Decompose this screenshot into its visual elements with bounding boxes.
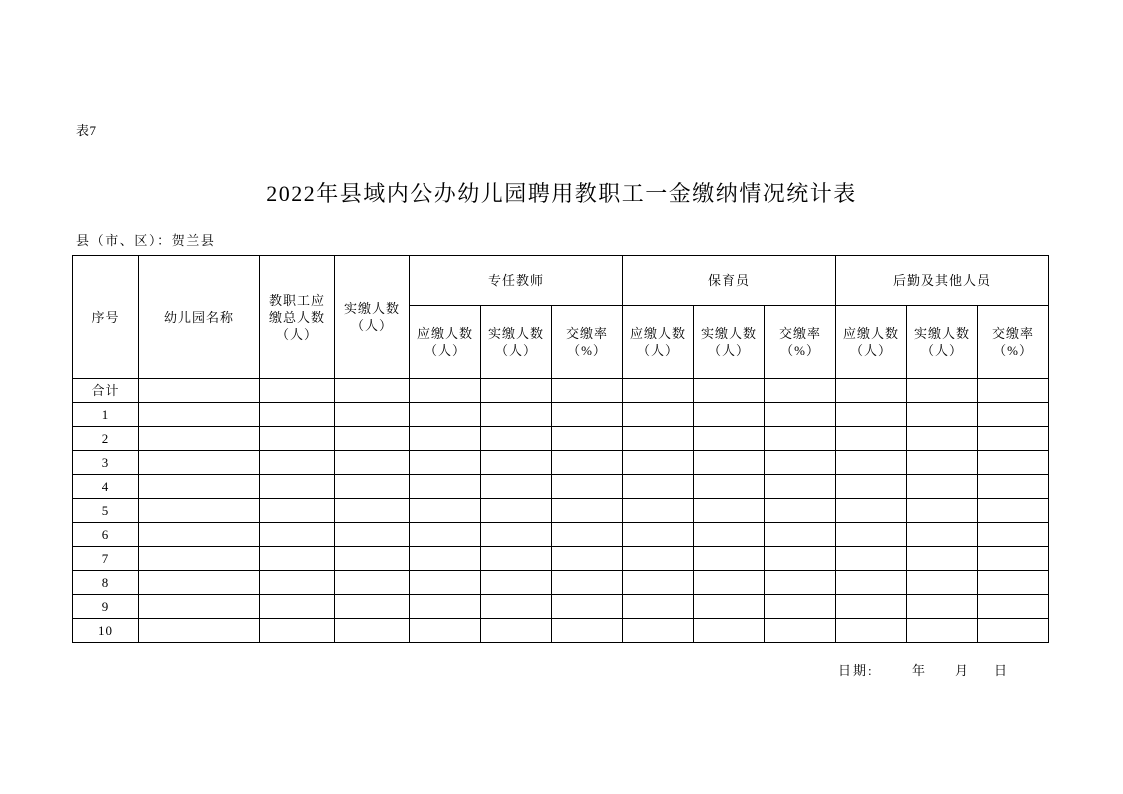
cell-support-rate <box>978 379 1049 403</box>
cell-teachers-due <box>410 475 481 499</box>
header-teachers-due-label: 应缴人数（人） <box>416 326 473 358</box>
row-seq: 10 <box>73 619 139 643</box>
cell-staff-due-total <box>260 499 335 523</box>
header-caregivers-rate-label: 交缴率（%） <box>779 326 822 358</box>
statistics-table <box>72 255 1049 643</box>
region-line <box>76 233 216 249</box>
row-seq: 7 <box>73 547 139 571</box>
table-header <box>73 256 1049 379</box>
cell-teachers-due <box>410 379 481 403</box>
header-seq: 序号 <box>73 256 139 379</box>
row-seq: 6 <box>73 523 139 547</box>
cell-staff-due-total <box>260 475 335 499</box>
header-staff-due-total-label: 教职工应缴总人数（人） <box>268 292 325 342</box>
cell-caregivers-paid <box>694 427 765 451</box>
cell-teachers-due <box>410 571 481 595</box>
header-teachers-rate <box>552 306 623 379</box>
header-row-groups <box>73 256 1049 306</box>
header-group-support-staff: 后勤及其他人员 <box>836 256 1049 306</box>
cell-caregivers-due <box>623 619 694 643</box>
header-caregivers-paid-label: 实缴人数（人） <box>701 326 758 358</box>
region-value: 贺兰县 <box>171 233 216 248</box>
cell-caregivers-paid <box>694 619 765 643</box>
header-support-rate-label: 交缴率（%） <box>992 326 1035 358</box>
cell-staff-due-total <box>260 451 335 475</box>
cell-kindergarten-name <box>139 427 260 451</box>
header-kindergarten-name: 幼儿园名称 <box>139 256 260 379</box>
cell-caregivers-rate <box>765 427 836 451</box>
cell-caregivers-paid <box>694 595 765 619</box>
cell-caregivers-rate <box>765 379 836 403</box>
cell-caregivers-due <box>623 403 694 427</box>
cell-support-paid <box>907 475 978 499</box>
cell-teachers-paid <box>481 547 552 571</box>
cell-teachers-due <box>410 595 481 619</box>
cell-support-due <box>836 475 907 499</box>
cell-staff-due-total <box>260 379 335 403</box>
cell-support-due <box>836 451 907 475</box>
date-year: 年 <box>912 663 928 678</box>
cell-staff-paid-total <box>335 403 410 427</box>
header-support-rate <box>978 306 1049 379</box>
cell-kindergarten-name <box>139 595 260 619</box>
cell-caregivers-due <box>623 475 694 499</box>
cell-caregivers-rate <box>765 595 836 619</box>
cell-staff-paid-total <box>335 595 410 619</box>
cell-support-rate <box>978 451 1049 475</box>
cell-teachers-due <box>410 403 481 427</box>
cell-caregivers-rate <box>765 451 836 475</box>
cell-teachers-rate <box>552 499 623 523</box>
cell-staff-paid-total <box>335 451 410 475</box>
cell-support-due <box>836 547 907 571</box>
cell-support-paid <box>907 451 978 475</box>
cell-staff-due-total <box>260 595 335 619</box>
cell-support-paid <box>907 427 978 451</box>
cell-staff-paid-total <box>335 499 410 523</box>
cell-support-rate <box>978 571 1049 595</box>
cell-support-paid <box>907 403 978 427</box>
table-row <box>73 451 1049 475</box>
cell-kindergarten-name <box>139 475 260 499</box>
table-row <box>73 475 1049 499</box>
cell-kindergarten-name <box>139 547 260 571</box>
header-support-due <box>836 306 907 379</box>
cell-caregivers-paid <box>694 547 765 571</box>
date-month: 月 <box>955 663 971 678</box>
cell-teachers-paid <box>481 379 552 403</box>
cell-teachers-rate <box>552 451 623 475</box>
cell-caregivers-paid <box>694 499 765 523</box>
cell-caregivers-rate <box>765 571 836 595</box>
table-row <box>73 595 1049 619</box>
cell-support-rate <box>978 499 1049 523</box>
cell-teachers-rate <box>552 523 623 547</box>
cell-teachers-rate <box>552 403 623 427</box>
header-support-paid-label: 实缴人数（人） <box>914 326 971 358</box>
cell-teachers-paid <box>481 403 552 427</box>
header-support-paid <box>907 306 978 379</box>
cell-teachers-paid <box>481 451 552 475</box>
cell-staff-paid-total <box>335 523 410 547</box>
cell-staff-due-total <box>260 523 335 547</box>
cell-teachers-rate <box>552 427 623 451</box>
cell-support-due <box>836 619 907 643</box>
cell-staff-due-total <box>260 547 335 571</box>
cell-support-paid <box>907 379 978 403</box>
cell-teachers-due <box>410 451 481 475</box>
header-teachers-rate-label: 交缴率（%） <box>565 326 608 358</box>
cell-staff-due-total <box>260 619 335 643</box>
cell-caregivers-rate <box>765 619 836 643</box>
cell-teachers-rate <box>552 571 623 595</box>
cell-caregivers-rate <box>765 523 836 547</box>
table-row <box>73 427 1049 451</box>
header-group-caregivers: 保育员 <box>623 256 836 306</box>
cell-staff-paid-total <box>335 475 410 499</box>
date-day: 日 <box>994 663 1010 678</box>
cell-teachers-rate <box>552 547 623 571</box>
cell-support-due <box>836 379 907 403</box>
table-body <box>73 379 1049 643</box>
cell-support-rate <box>978 475 1049 499</box>
cell-teachers-rate <box>552 619 623 643</box>
cell-support-rate <box>978 403 1049 427</box>
date-label: 日期: <box>838 663 874 678</box>
cell-caregivers-rate <box>765 499 836 523</box>
cell-support-due <box>836 403 907 427</box>
cell-kindergarten-name <box>139 499 260 523</box>
cell-caregivers-due <box>623 451 694 475</box>
cell-teachers-rate <box>552 379 623 403</box>
cell-staff-paid-total <box>335 547 410 571</box>
cell-teachers-paid <box>481 523 552 547</box>
cell-caregivers-paid <box>694 379 765 403</box>
header-staff-due-total <box>260 256 335 379</box>
cell-support-rate <box>978 427 1049 451</box>
row-seq: 2 <box>73 427 139 451</box>
cell-staff-paid-total <box>335 571 410 595</box>
cell-caregivers-paid <box>694 475 765 499</box>
cell-staff-due-total <box>260 571 335 595</box>
cell-support-due <box>836 595 907 619</box>
row-seq: 3 <box>73 451 139 475</box>
header-staff-paid-total <box>335 256 410 379</box>
cell-teachers-due <box>410 523 481 547</box>
table-row <box>73 619 1049 643</box>
cell-kindergarten-name <box>139 619 260 643</box>
table-row <box>73 499 1049 523</box>
cell-support-paid <box>907 499 978 523</box>
header-teachers-paid <box>481 306 552 379</box>
cell-staff-paid-total <box>335 379 410 403</box>
cell-support-paid <box>907 571 978 595</box>
header-caregivers-paid <box>694 306 765 379</box>
cell-staff-due-total <box>260 403 335 427</box>
cell-support-due <box>836 571 907 595</box>
cell-kindergarten-name <box>139 571 260 595</box>
table-row <box>73 571 1049 595</box>
cell-teachers-due <box>410 427 481 451</box>
cell-support-due <box>836 523 907 547</box>
cell-support-due <box>836 499 907 523</box>
cell-support-rate <box>978 619 1049 643</box>
table-number: 表7 <box>76 123 97 138</box>
cell-kindergarten-name <box>139 523 260 547</box>
cell-teachers-paid <box>481 571 552 595</box>
cell-caregivers-due <box>623 547 694 571</box>
cell-caregivers-rate <box>765 547 836 571</box>
header-teachers-paid-label: 实缴人数（人） <box>487 326 544 358</box>
cell-teachers-paid <box>481 619 552 643</box>
cell-caregivers-due <box>623 595 694 619</box>
header-caregivers-due-label: 应缴人数（人） <box>630 326 687 358</box>
table-row <box>73 523 1049 547</box>
region-label: 县（市、区）： <box>76 233 172 248</box>
cell-teachers-due <box>410 499 481 523</box>
header-caregivers-due <box>623 306 694 379</box>
cell-caregivers-due <box>623 523 694 547</box>
cell-caregivers-paid <box>694 523 765 547</box>
cell-kindergarten-name <box>139 451 260 475</box>
header-support-due-label: 应缴人数（人） <box>843 326 900 358</box>
cell-support-rate <box>978 547 1049 571</box>
cell-caregivers-rate <box>765 475 836 499</box>
cell-teachers-paid <box>481 475 552 499</box>
cell-caregivers-due <box>623 571 694 595</box>
table-row <box>73 403 1049 427</box>
header-group-teachers: 专任教师 <box>410 256 623 306</box>
cell-staff-due-total <box>260 427 335 451</box>
row-seq: 1 <box>73 403 139 427</box>
document-title: 2022年县域内公办幼儿园聘用教职工一金缴纳情况统计表 <box>266 181 857 206</box>
cell-caregivers-due <box>623 427 694 451</box>
cell-support-rate <box>978 523 1049 547</box>
row-seq: 4 <box>73 475 139 499</box>
cell-staff-paid-total <box>335 619 410 643</box>
header-teachers-due <box>410 306 481 379</box>
cell-caregivers-paid <box>694 571 765 595</box>
cell-caregivers-rate <box>765 403 836 427</box>
cell-support-rate <box>978 595 1049 619</box>
cell-kindergarten-name <box>139 403 260 427</box>
table-row <box>73 547 1049 571</box>
row-seq: 合计 <box>73 379 139 403</box>
cell-caregivers-paid <box>694 451 765 475</box>
total-row <box>73 379 1049 403</box>
cell-teachers-rate <box>552 595 623 619</box>
cell-teachers-paid <box>481 595 552 619</box>
cell-teachers-paid <box>481 499 552 523</box>
row-seq: 8 <box>73 571 139 595</box>
cell-support-paid <box>907 523 978 547</box>
row-seq: 5 <box>73 499 139 523</box>
header-caregivers-rate <box>765 306 836 379</box>
cell-support-due <box>836 427 907 451</box>
cell-teachers-due <box>410 547 481 571</box>
cell-caregivers-due <box>623 379 694 403</box>
cell-kindergarten-name <box>139 379 260 403</box>
cell-teachers-rate <box>552 475 623 499</box>
header-staff-paid-total-label: 实缴人数（人） <box>343 301 400 333</box>
cell-caregivers-due <box>623 499 694 523</box>
cell-teachers-due <box>410 619 481 643</box>
cell-teachers-paid <box>481 427 552 451</box>
cell-support-paid <box>907 619 978 643</box>
cell-support-paid <box>907 547 978 571</box>
row-seq: 9 <box>73 595 139 619</box>
date-line <box>838 663 1018 679</box>
cell-caregivers-paid <box>694 403 765 427</box>
cell-staff-paid-total <box>335 427 410 451</box>
cell-support-paid <box>907 595 978 619</box>
